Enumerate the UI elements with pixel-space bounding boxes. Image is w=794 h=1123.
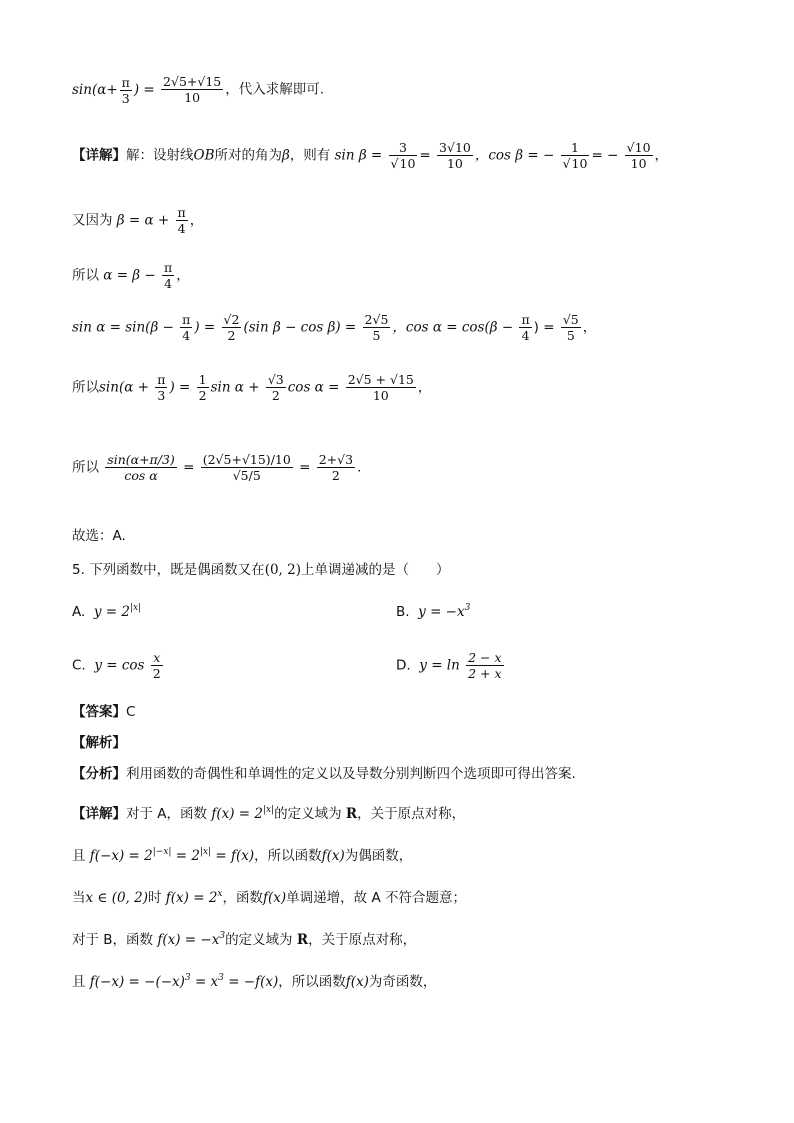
fraction: $\frac{\pi}{4}$ bbox=[182, 312, 191, 343]
fraction: $\frac{\pi}{3}$ bbox=[121, 74, 130, 106]
fraction: $\frac{\pi}{4}$ bbox=[177, 205, 186, 236]
line-ratio: 所以 $\frac{\sin(\alpha+\pi/3)}{\text{cos α}}$ = $\frac{(2√5+√15)/10}{√5/5}$ = $\frac{2+√3}{2}$ . bbox=[72, 452, 362, 483]
fraction: $\frac{√5}{5}$ bbox=[562, 312, 579, 343]
line-odd: 且 $f(-x) = -(-x)^3 = x^3 = -f(x)$，所以函数f(x)为奇函数， bbox=[72, 973, 437, 990]
fraction: $\frac{3√10}{10}$ bbox=[439, 140, 471, 171]
line-sin-cos-alpha: sin α = sin(β − $\frac{\pi}{4}$ ) = $\frac{√2}{2}$ (sin β − cos β) = $\frac{2√5}{5}$ ，cos α = cos(β − $\frac{\pi}{4}$ ) = $\frac{√5}{5}$ ， bbox=[72, 312, 597, 343]
line-increasing: 当x ∈ (0, 2)时 $f(x) = 2^x$，函数f(x)单调递增，故 A 不符合题意； bbox=[72, 889, 466, 906]
fraction: $\frac{\pi}{3}$ bbox=[157, 372, 166, 403]
line-alpha-def: 所以 α = β − $\frac{\pi}{4}$ ， bbox=[72, 260, 190, 291]
line-sin-expand: 所以sin(α + $\frac{\pi}{3}$ ) = $\frac{1}{2}$ sin α + $\frac{√3}{2}$ cos α = $\frac{2√5 + √15}{10}$ ， bbox=[72, 372, 432, 403]
detail-b: 对于 B，函数 $f(x) = -x^3$的定义域为 R，关于原点对称， bbox=[72, 931, 417, 948]
fraction: $\frac{1}{2}$ bbox=[198, 372, 207, 403]
fraction-compound: $\frac{(2√5+√15)/10}{√5/5}$ bbox=[202, 452, 291, 483]
fraction: $\frac{\sin(\alpha+\pi/3)}{\text{cos α}}$ bbox=[107, 452, 175, 483]
fraction: $\frac{\pi}{4}$ bbox=[521, 312, 530, 343]
analysis: 【分析】利用函数的奇偶性和单调性的定义以及导数分别判断四个选项即可得出答案. bbox=[72, 766, 576, 782]
fraction: $\frac{x}{2}$ bbox=[152, 650, 161, 681]
fraction: $\frac{1}{√10}$ bbox=[562, 140, 588, 171]
fraction: $\frac{√2}{2}$ bbox=[223, 312, 240, 343]
line-detail-1: 【详解】解：设射线OB所对的角为β，则有 sin β = $\frac{3}{√10}$ = $\frac{3√10}{10}$ ，cos β = − $\frac{1}{√10}$ = − $\frac{√10}{10}$ ， bbox=[72, 140, 669, 171]
detail-a: 【详解】对于 A，函数 $f(x) = 2^{|x|}$的定义域为 R，关于原点对称， bbox=[72, 805, 466, 822]
line-beta-def: 又因为 β = α + $\frac{\pi}{4}$ ， bbox=[72, 205, 204, 236]
math-lhs: sin(α+ $\frac{\pi}{3}$ ) = bbox=[72, 74, 155, 106]
fraction: $\frac{2√5+√15}{10}$ bbox=[163, 74, 222, 105]
fraction: $\frac{2√5}{5}$ bbox=[364, 312, 389, 343]
option-c: C. y = cos $\frac{x}{2}$ bbox=[72, 650, 161, 681]
fraction: $\frac{2 - x}{2 + x}$ bbox=[468, 650, 502, 681]
fraction: $\frac{3}{√10}$ bbox=[390, 140, 416, 171]
answer: 【答案】C bbox=[72, 704, 136, 720]
question-5: 5. 下列函数中，既是偶函数又在(0, 2)上单调递减的是（ ） bbox=[72, 562, 450, 578]
detail-tag: 【详解】 bbox=[72, 147, 126, 164]
fraction: $\frac{2+√3}{2}$ bbox=[318, 452, 354, 483]
option-d: D. y = ln $\frac{2 - x}{2 + x}$ bbox=[396, 650, 502, 681]
option-a: A. $y = 2^{|x|}$ bbox=[72, 603, 142, 620]
fraction: $\frac{2√5 + √15}{10}$ bbox=[347, 372, 414, 403]
text: ，代入求解即可. bbox=[225, 81, 325, 98]
option-b: B. $y = -x^3$ bbox=[396, 603, 471, 620]
line-sin-result bbox=[72, 74, 324, 106]
fraction: $\frac{\pi}{4}$ bbox=[164, 260, 173, 291]
fraction: $\frac{√10}{10}$ bbox=[626, 140, 651, 171]
fraction: $\frac{√3}{2}$ bbox=[267, 372, 284, 403]
analysis-tag: 【解析】 bbox=[72, 735, 126, 751]
line-even: 且 $f(-x) = 2^{|-x|} = 2^{|x|} = f(x)$，所以函数f(x)为偶函数， bbox=[72, 847, 413, 864]
answer-choice: 故选：A. bbox=[72, 528, 126, 544]
